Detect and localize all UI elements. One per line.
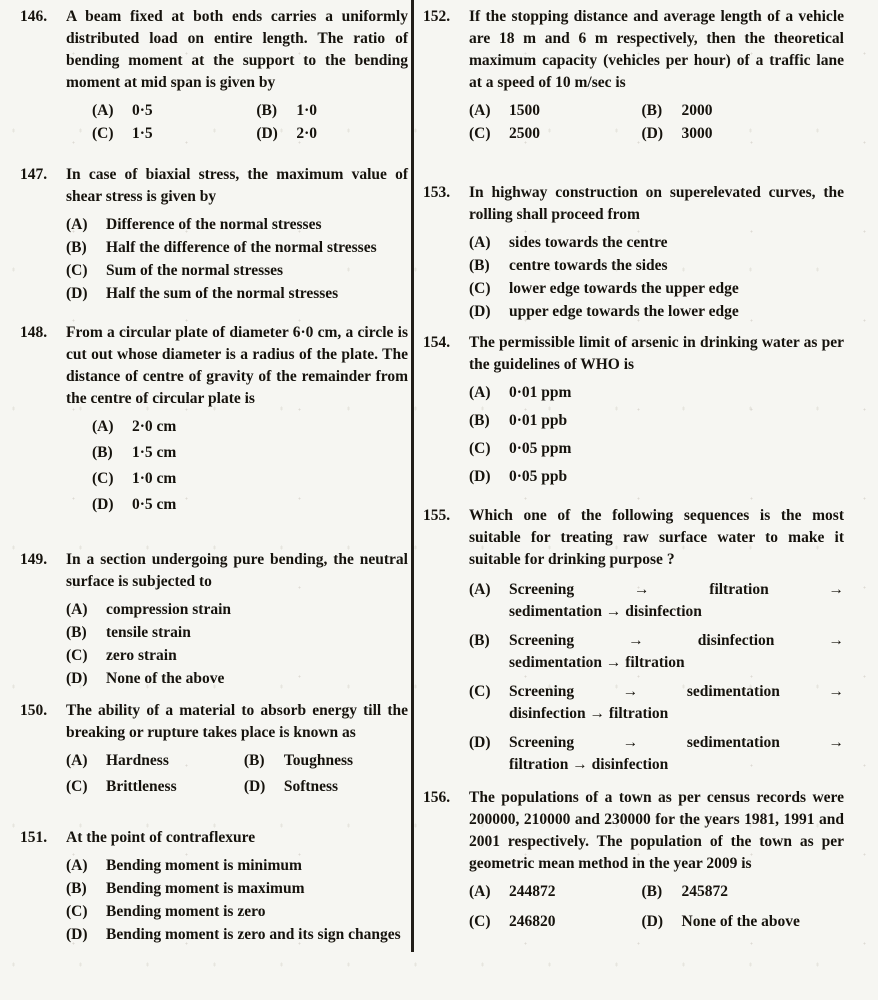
question-text: A beam fixed at both ends carries a uniformly distributed load on entire length. The ratio of bending moment at the support to the bending moment at mid span is given by [66, 8, 408, 91]
options-list [66, 750, 408, 798]
option-text: 2000 [681, 102, 713, 119]
option-d [66, 283, 408, 305]
option-d [256, 123, 408, 145]
question-text: The populations of a town as per census records were 200000, 210000 and 230000 for the years 1981, 1991 and 2001 respectively. The population of the town as per geometric mean method in the year 2009 is [469, 789, 844, 872]
question-number: 146. [20, 8, 48, 25]
option-label: (C) [469, 440, 491, 457]
option-label: (A) [469, 102, 491, 119]
option-label: (D) [469, 734, 491, 751]
option-label: (D) [243, 778, 266, 795]
option-text-line-1: Screening → sedimentation → [509, 734, 844, 751]
option-text: Hardness [106, 752, 169, 769]
option-text: 0·5 cm [132, 496, 177, 513]
option-c [92, 468, 408, 490]
option-b [66, 622, 408, 644]
question-text: From a circular plate of diameter 6·0 cm, a circle is cut out whose diameter is a radius of the plate. The distance of centre of gravity of the remainder from the centre of circular plate is [66, 324, 408, 407]
question-152 [423, 6, 844, 145]
option-label: (A) [469, 234, 491, 251]
question-number: 153. [423, 184, 451, 201]
option-b [256, 100, 408, 122]
options-list [66, 214, 408, 305]
question-number: 150. [20, 702, 48, 719]
option-label: (C) [469, 280, 491, 297]
option-text [509, 630, 844, 674]
option-label: (C) [66, 778, 88, 795]
option-d [469, 466, 844, 488]
option-text: 245872 [681, 883, 728, 900]
question-text: If the stopping distance and average length of a vehicle are 18 m and 6 m respectively, then the theoretical maximum capacity (vehicles per hour) of a traffic lane at a speed of 10 m/sec is [469, 8, 844, 91]
option-text: Brittleness [106, 778, 177, 795]
option-text: tensile strain [106, 624, 191, 641]
option-d [469, 732, 844, 776]
option-b [642, 100, 845, 122]
option-text: 1·5 [132, 125, 153, 142]
option-label: (B) [469, 632, 490, 649]
options-list [66, 416, 408, 516]
question-number: 155. [423, 507, 451, 524]
question-number: 156. [423, 789, 451, 806]
question-body [469, 505, 844, 776]
option-c [66, 901, 408, 923]
option-label: (C) [66, 262, 88, 279]
question-text: The ability of a material to absorb energy till the breaking or rupture takes place is known as [66, 702, 408, 741]
option-label: (C) [66, 647, 88, 664]
question-body [66, 6, 408, 145]
option-label: (C) [469, 125, 491, 142]
question-number: 151. [20, 829, 48, 846]
option-text: Half the sum of the normal stresses [106, 285, 339, 302]
option-label: (C) [469, 913, 491, 930]
option-text: None of the above [681, 913, 800, 930]
option-text: sides towards the centre [509, 234, 668, 251]
option-label: (D) [66, 926, 88, 943]
option-text: Difference of the normal stresses [106, 216, 322, 233]
left-column [0, 0, 412, 1000]
option-label: (C) [92, 125, 114, 142]
option-text: Bending moment is zero [106, 903, 266, 920]
option-b [66, 237, 408, 259]
option-a [66, 599, 408, 621]
option-label: (B) [66, 239, 87, 256]
option-label: (C) [92, 470, 114, 487]
option-a [469, 382, 844, 404]
question-147 [20, 164, 408, 305]
option-text-line-1: Screening → disinfection → [509, 632, 844, 649]
option-label: (D) [469, 468, 491, 485]
option-c [92, 123, 256, 145]
option-label: (B) [469, 412, 490, 429]
option-text: Bending moment is maximum [106, 880, 305, 897]
option-d [642, 911, 845, 933]
option-label: (B) [66, 880, 87, 897]
question-body [469, 6, 844, 145]
option-text: 2·0 [296, 125, 317, 142]
option-d [92, 494, 408, 516]
question-body [66, 164, 408, 305]
option-a [469, 881, 642, 903]
option-label: (D) [641, 125, 664, 142]
question-number: 147. [20, 166, 48, 183]
option-label: (D) [469, 303, 491, 320]
option-label: (D) [66, 285, 88, 302]
option-label: (A) [92, 418, 114, 435]
option-label: (A) [92, 102, 114, 119]
option-a [66, 750, 244, 772]
option-text: None of the above [106, 670, 225, 687]
option-text: 246820 [509, 913, 556, 930]
option-label: (C) [66, 903, 88, 920]
option-d [244, 776, 408, 798]
option-c [469, 278, 844, 300]
question-text: At the point of contraflexure [66, 829, 256, 846]
option-a [92, 416, 408, 438]
option-c [66, 776, 244, 798]
option-label: (B) [641, 883, 663, 900]
question-text: In highway construction on superelevated curves, the rolling shall proceed from [469, 184, 844, 223]
question-149 [20, 549, 408, 690]
options-list [469, 881, 844, 933]
option-c [469, 438, 844, 460]
option-c [469, 911, 642, 933]
question-150 [20, 700, 408, 798]
option-a [92, 100, 256, 122]
option-text [509, 579, 844, 623]
option-a [469, 100, 642, 122]
option-b [469, 410, 844, 432]
options-list [66, 599, 408, 690]
question-148 [20, 322, 408, 516]
option-text: 0·01 ppm [509, 384, 572, 401]
option-label: (A) [66, 216, 88, 233]
question-body [66, 700, 408, 798]
option-text-line-2: sedimentation → disinfection [509, 603, 702, 620]
option-b [244, 750, 408, 772]
question-text: In a section undergoing pure bending, the neutral surface is subjected to [66, 551, 408, 590]
option-label: (D) [641, 913, 664, 930]
option-a [469, 579, 844, 623]
question-number: 154. [423, 334, 451, 351]
option-d [66, 924, 408, 946]
option-b [66, 878, 408, 900]
question-text: The permissible limit of arsenic in drinking water as per the guidelines of WHO is [469, 334, 844, 373]
question-body [469, 332, 844, 488]
options-list [469, 382, 844, 488]
question-number: 149. [20, 551, 48, 568]
option-text: Softness [283, 778, 339, 795]
option-a [66, 214, 408, 236]
option-text-line-1: Screening → sedimentation → [509, 683, 844, 700]
option-text: centre towards the sides [509, 257, 668, 274]
question-155 [423, 505, 844, 776]
question-153 [423, 182, 844, 323]
question-number: 148. [20, 324, 48, 341]
option-label: (A) [469, 384, 491, 401]
option-label: (A) [66, 601, 88, 618]
option-text: 0·05 ppm [509, 440, 572, 457]
option-text [509, 681, 844, 725]
question-body [66, 549, 408, 690]
option-b [469, 630, 844, 674]
option-label: (B) [92, 444, 113, 461]
option-text: 2·0 cm [132, 418, 177, 435]
option-label: (D) [66, 670, 88, 687]
question-156 [423, 787, 844, 933]
option-text [509, 732, 844, 776]
option-d [469, 301, 844, 323]
question-body [66, 827, 408, 946]
question-146 [20, 6, 408, 145]
option-c [66, 260, 408, 282]
option-d [642, 123, 845, 145]
option-text: zero strain [106, 647, 177, 664]
option-text: 1·5 cm [132, 444, 177, 461]
question-body [469, 182, 844, 323]
question-text: Which one of the following sequences is the most suitable for treating raw surface water to make it suitable for drinking purpose ? [469, 507, 844, 568]
option-label: (A) [66, 752, 88, 769]
option-label: (B) [641, 102, 663, 119]
option-text: Sum of the normal stresses [106, 262, 284, 279]
option-b [92, 442, 408, 464]
option-text: 2500 [509, 125, 540, 142]
option-label: (B) [469, 257, 490, 274]
option-label: (A) [469, 581, 491, 598]
option-text-line-1: Screening → filtration → [509, 581, 844, 598]
options-list [469, 232, 844, 323]
question-body [469, 787, 844, 933]
options-list [66, 855, 408, 946]
option-label: (C) [469, 683, 491, 700]
option-text: 1500 [509, 102, 540, 119]
option-c [469, 681, 844, 725]
right-column [415, 0, 878, 1000]
option-text: 0·05 ppb [509, 468, 568, 485]
option-label: (B) [256, 102, 277, 119]
option-text: 1·0 [296, 102, 317, 119]
option-text: 244872 [509, 883, 556, 900]
option-label: (A) [469, 883, 491, 900]
options-list [469, 100, 844, 145]
option-text: Toughness [283, 752, 354, 769]
option-label: (D) [92, 496, 114, 513]
option-b [642, 881, 845, 903]
option-text: 1·0 cm [132, 470, 177, 487]
option-b [469, 255, 844, 277]
options-list [469, 579, 844, 776]
option-text: Bending moment is minimum [106, 857, 302, 874]
question-154 [423, 332, 844, 488]
option-text: Bending moment is zero and its sign changes [106, 926, 401, 943]
option-text: lower edge towards the upper edge [509, 280, 739, 297]
option-a [469, 232, 844, 254]
option-text: upper edge towards the lower edge [509, 303, 739, 320]
option-a [66, 855, 408, 877]
option-label: (A) [66, 857, 88, 874]
option-text: 0·01 ppb [509, 412, 568, 429]
question-body [66, 322, 408, 516]
option-d [66, 668, 408, 690]
option-text-line-2: disinfection → filtration [509, 705, 669, 722]
option-text-line-2: sedimentation → filtration [509, 654, 685, 671]
question-151 [20, 827, 408, 946]
option-text-line-2: filtration → disinfection [509, 756, 669, 773]
option-text: Half the difference of the normal stresses [106, 239, 377, 256]
question-number: 152. [423, 8, 451, 25]
option-label: (B) [243, 752, 265, 769]
option-text: compression strain [106, 601, 232, 618]
option-label: (B) [66, 624, 87, 641]
option-c [469, 123, 642, 145]
option-text: 3000 [681, 125, 713, 142]
question-text: In case of biaxial stress, the maximum value of shear stress is given by [66, 166, 408, 205]
option-text: 0·5 [132, 102, 153, 119]
option-label: (D) [256, 125, 278, 142]
options-list [66, 100, 408, 145]
option-c [66, 645, 408, 667]
